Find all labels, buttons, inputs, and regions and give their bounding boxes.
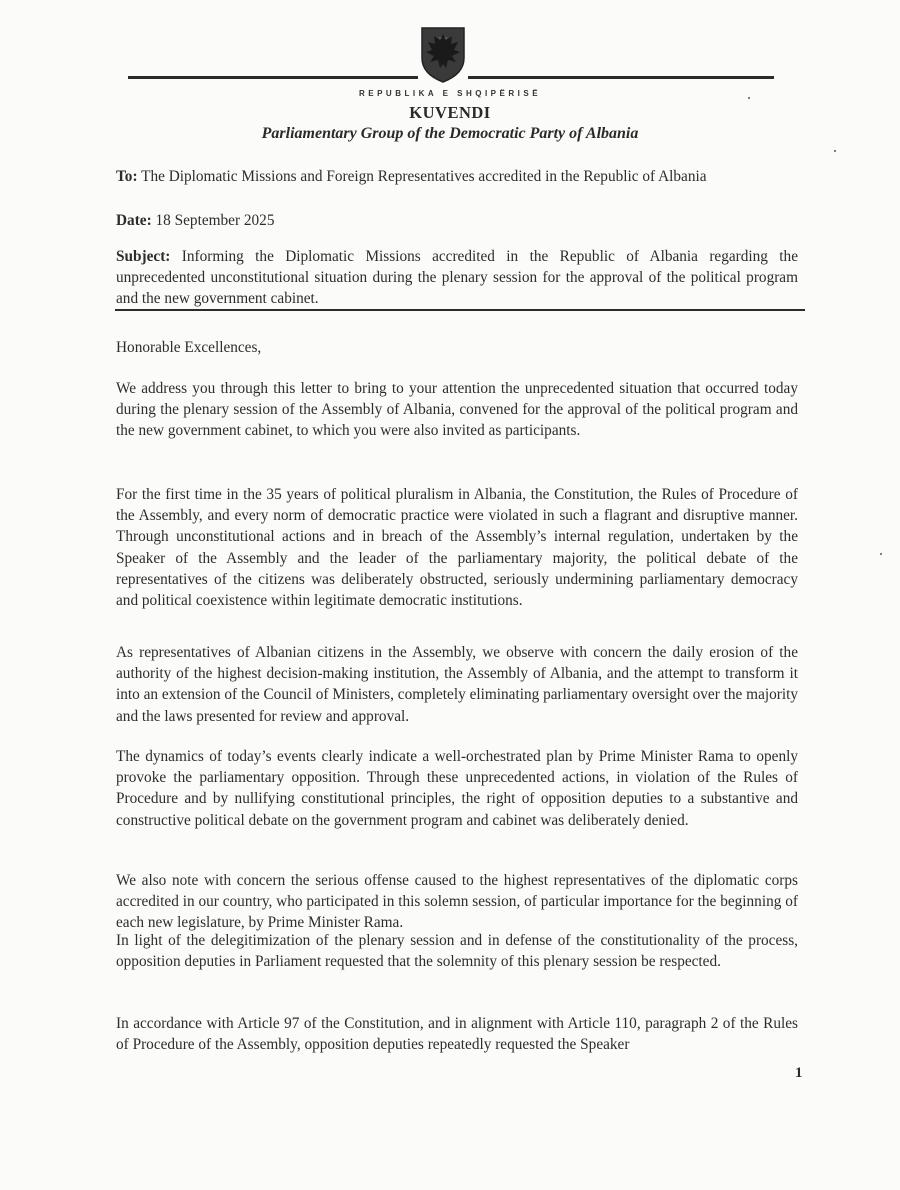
body-paragraph-1: We address you through this letter to bring to your attention the unprecedented situation that occurred today during the plenary session of the Assembly of Albania, convened for the approval of the political program and the new government cabinet, to which you were also invited as participants. [116,380,798,440]
institution-name: KUVENDI [409,103,491,122]
scan-speck [834,150,836,152]
body-paragraph-6: In light of the delegitimization of the plenary session and in defense of the constitutionality of the process, opposition deputies in Parliament requested that the solemnity of this plenary session be respected. [116,932,798,971]
page-number: 1 [795,1065,803,1081]
body-paragraph-5: We also note with concern the serious offense caused to the highest representatives of the diplomatic corps accredited in our country, who participated in this solemn session, of particular importance for the beginning of each new legislature, by Prime Minister Rama. [116,872,798,932]
subject-label: Subject: [116,248,171,265]
scan-speck [748,97,750,99]
subject-rule [115,309,805,311]
body-paragraph-2: For the first time in the 35 years of political pluralism in Albania, the Constitution, the Rules of Procedure of the Assembly, and every norm of democratic practice were violated in such a flagrant and disruptive manner. Through unconstitutional actions and in breach of the Assembly’s internal regulation, undertaken by the Speaker of the Assembly and the leader of the parliamentary majority, the political debate of the representatives of the citizens was deliberately obstructed, seriously undermining parliamentary democracy and political coexistence within legitimate democratic institutions. [116,486,798,610]
recipient-label: To: [116,168,138,185]
body-paragraph-3: As representatives of Albanian citizens in the Assembly, we observe with concern the daily erosion of the authority of the highest decision-making institution, the Assembly of Albania, and the attempt to transform it into an extension of the Council of Ministers, completely eliminating parliamentary oversight over the majority and the laws presented for review and approval. [116,644,798,725]
scan-speck [880,553,882,555]
date-line [116,210,274,231]
recipient-line [116,166,707,187]
salutation: Honorable Excellences, [116,339,262,356]
date-label: Date: [116,212,152,229]
albanian-eagle-emblem-icon [418,24,468,84]
recipient-value: The Diplomatic Missions and Foreign Representatives accredited in the Republic of Albania [137,168,707,185]
body-paragraph-4: The dynamics of today’s events clearly indicate a well-orchestrated plan by Prime Minister Rama to openly provoke the parliamentary opposition. Through these unprecedented actions, in violation of the Rules of Procedure and by nullifying constitutional principles, the right of opposition deputies to a substantive and constructive political debate on the government program and cabinet was deliberately denied. [116,748,798,829]
subject-block [116,246,798,310]
body-paragraph-7: In accordance with Article 97 of the Constitution, and in alignment with Article 110, paragraph 2 of the Rules of Procedure of the Assembly, opposition deputies repeatedly requested the Speaker [116,1015,798,1054]
subject-value: Informing the Diplomatic Missions accredited in the Republic of Albania regarding the unprecedented unconstitutional situation during the plenary session for the approval of the political program and the new government cabinet. [116,248,798,308]
date-value: 18 September 2025 [151,212,275,229]
republic-name: REPUBLIKA E SHQIPËRISË [358,89,542,98]
parliamentary-group-name: Parliamentary Group of the Democratic Party of Albania [261,125,639,142]
